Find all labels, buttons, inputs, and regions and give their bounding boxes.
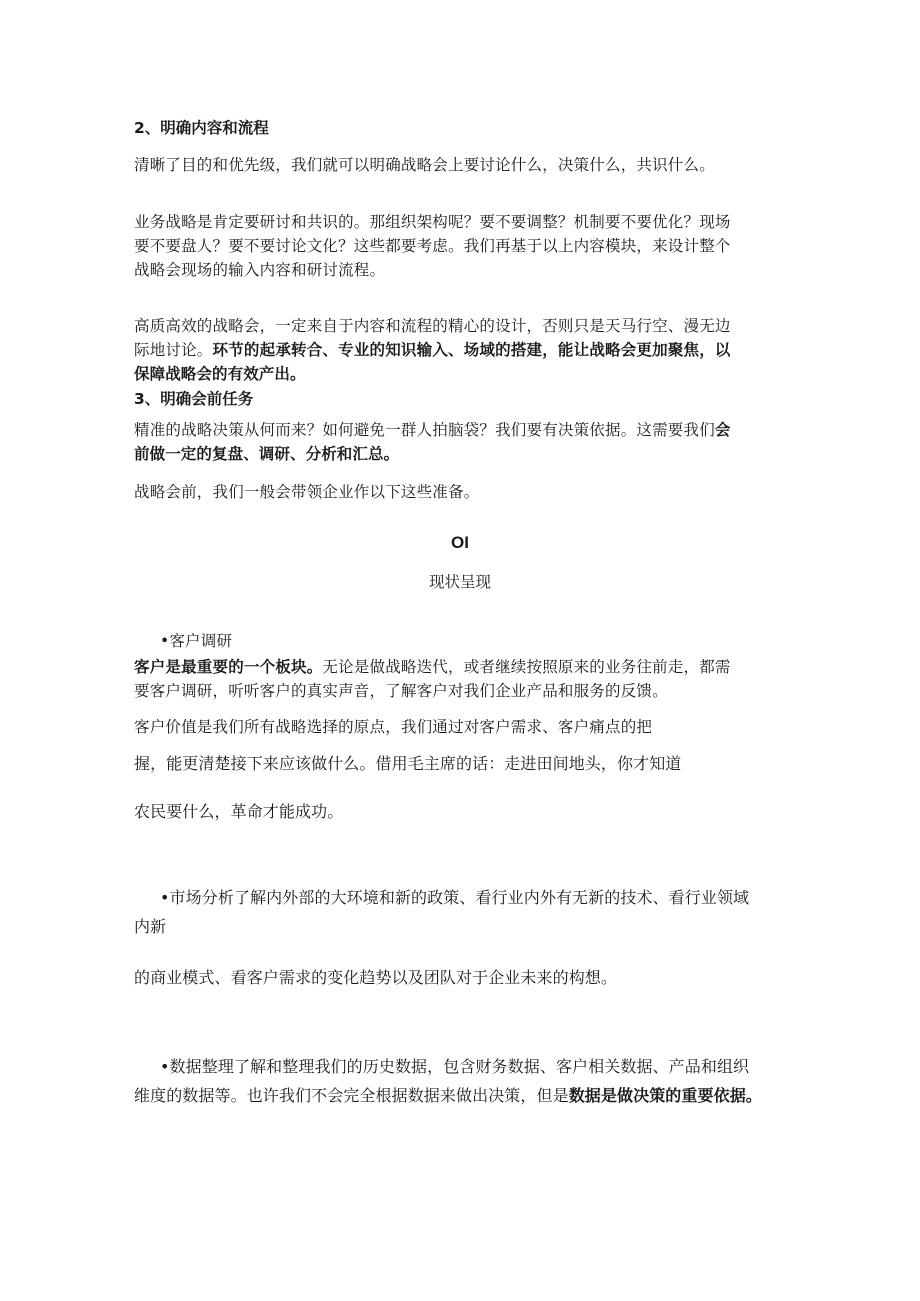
paragraph-line: 的商业模式、看客户需求的变化趋势以及团队对于企业未来的构想。 (134, 968, 618, 987)
paragraph-line: •市场分析了解内外部的大环境和新的政策、看行业内外有无新的技术、看行业领域 (160, 888, 750, 907)
paragraph-line: •数据整理了解和整理我们的历史数据，包含财务数据、客户相关数据、产品和组织 (160, 1057, 750, 1076)
paragraph-line: 内新 (134, 917, 167, 936)
paragraph-line (134, 338, 731, 360)
section-2-heading: 2、明确内容和流程 (134, 119, 269, 137)
paragraph-line: 战略会现场的输入内容和研讨流程。 (134, 261, 386, 279)
paragraph-line: 高质高效的战略会，一定来自于内容和流程的精心的设计，否则只是天马行空、漫无边 (134, 317, 731, 335)
paragraph-line: 农民要什么，革命才能成功。 (134, 802, 344, 821)
bullet-customer-research: •客户调研 (160, 632, 233, 650)
paragraph-line: 握，能更清楚接下来应该做什么。借用毛主席的话：走进田间地头，你才知道 (134, 754, 682, 773)
section-2-paragraph-1: 清晰了目的和优先级，我们就可以明确战略会上要讨论什么，决策什么，共识什么。 (134, 156, 715, 174)
part-number: OI (451, 533, 469, 552)
emphasis-text: 客户是最重要的一个板块。 (134, 658, 323, 676)
plain-text: 无论是做战略迭代，或者继续按照原来的业务往前走，都需 (322, 658, 731, 676)
emphasis-text: 保障战略会的有效产出。 (134, 365, 306, 383)
part-title: 现状呈现 (428, 573, 491, 591)
emphasis-text: 会 (714, 421, 731, 439)
paragraph-line: 客户价值是我们所有战略选择的原点，我们通过对客户需求、客户痛点的把 (134, 718, 653, 736)
paragraph-line: 业务战略是肯定要研讨和共识的。那组织架构呢？要不要调整？机制要不要优化？现场 (134, 213, 731, 231)
plain-text: 维度的数据等。也许我们不会完全根据数据来做出决策，但是 (134, 1086, 569, 1105)
plain-text: 精准的战略决策从何而来？如何避免一群人拍脑袋？我们要有决策依据。这需要我们 (134, 421, 715, 439)
plain-text: 际地讨论。 (134, 341, 213, 359)
paragraph-line (134, 1083, 762, 1106)
emphasis-text: 环节的起承转合、专业的知识输入、场域的搭建，能让战略会更加聚焦，以 (212, 341, 731, 359)
section-3-heading: 3、明确会前任务 (134, 390, 254, 408)
emphasis-text: 前做一定的复盘、调研、分析和汇总。 (134, 445, 400, 463)
emphasis-text: 数据是做决策的重要依据。 (568, 1086, 762, 1105)
section-3-paragraph-2: 战略会前，我们一般会带领企业作以下这些准备。 (134, 483, 480, 501)
paragraph-line (134, 655, 731, 677)
paragraph-line: 要客户调研，听听客户的真实声音，了解客户对我们企业产品和服务的反馈。 (134, 682, 668, 700)
paragraph-line (134, 418, 731, 440)
paragraph-line: 要不要盘人？要不要讨论文化？这些都要考虑。我们再基于以上内容模块，来设计整个 (134, 237, 731, 255)
